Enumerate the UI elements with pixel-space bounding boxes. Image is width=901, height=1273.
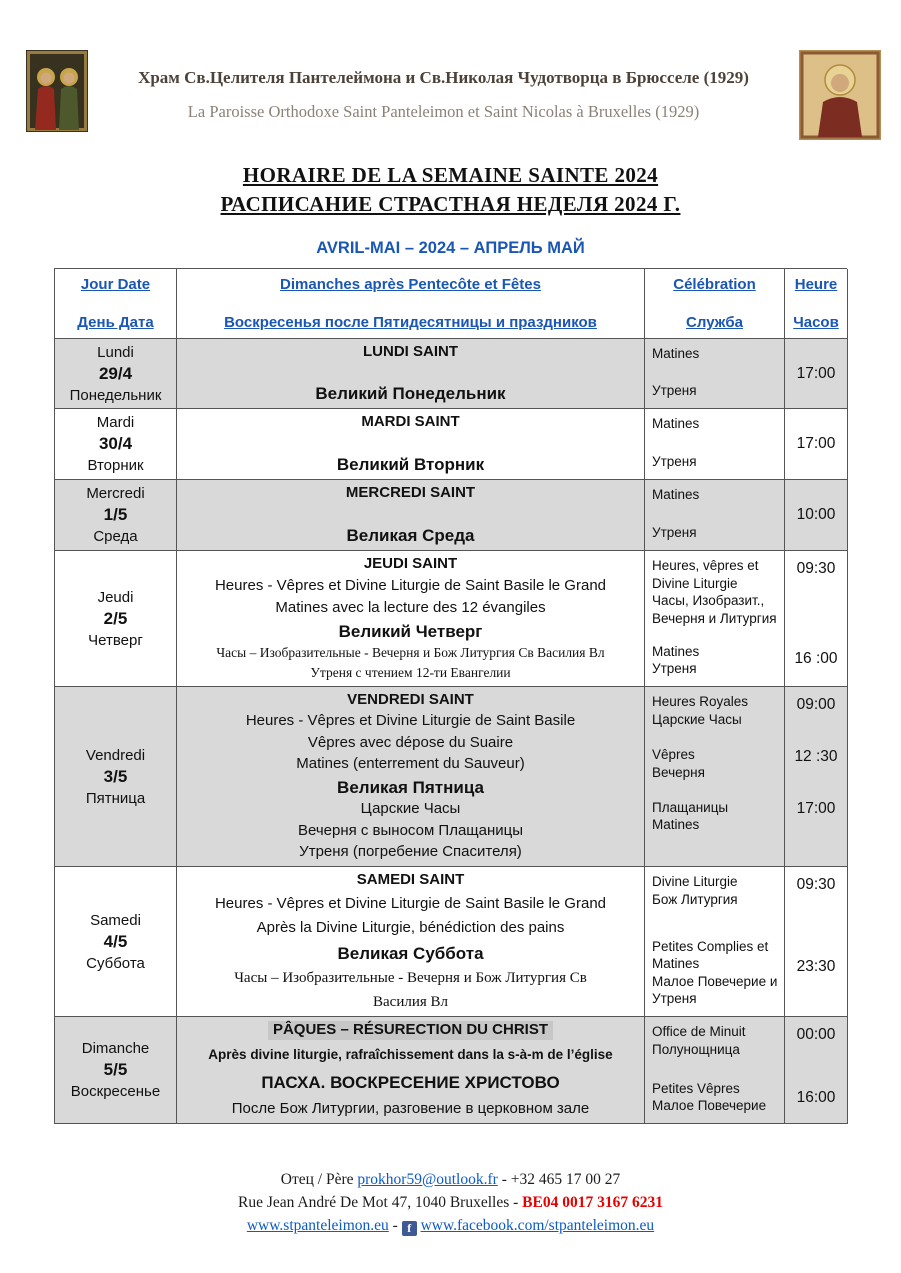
service-line: Heures - Vêpres et Divine Liturgie de Saint Basile le Grand (214, 894, 607, 912)
celebration-group (652, 486, 781, 504)
parish-title-block (88, 50, 799, 122)
time-cell-samedi (785, 867, 848, 1017)
time-value: 17:00 (796, 800, 836, 817)
service-line: Après divine liturgie, rafraîchissement dans la s-à-m de l’église (208, 1047, 613, 1063)
service-line: Часы – Изобразительные - Вечерня и Бож Литургия Св Василия Вл (216, 645, 605, 661)
schedule-row-lundi (55, 339, 847, 409)
time-value: 16 :00 (794, 650, 838, 667)
celebration-mardi (645, 409, 785, 480)
table-header-row (55, 269, 847, 339)
day-date: 1/5 (103, 505, 128, 524)
celebration-line: Matines (652, 416, 700, 431)
celebration-line: Часы, Изобразит., Вечерня и Литургия (652, 593, 777, 626)
parish-name-fr: La Paroisse Orthodoxe Saint Panteleimon et Saint Nicolas à Bruxelles (1929) (187, 102, 700, 121)
service-line: Василия Вл (373, 994, 448, 1011)
day-cell-vendredi (55, 687, 177, 867)
celebration-group (652, 415, 781, 433)
address-line (0, 1191, 901, 1214)
service-description-vendredi (177, 687, 645, 867)
day-name: Dimanche (81, 1040, 150, 1057)
time-value: 17:00 (796, 435, 836, 452)
service-line: JEUDI SAINT (363, 555, 458, 572)
service-description-lundi (177, 339, 645, 409)
celebration-group (652, 643, 781, 678)
priest-label: Отец / Père (280, 1171, 358, 1188)
time-value: 12 :30 (794, 748, 838, 765)
celebration-line: Office de Minuit (652, 1024, 746, 1039)
service-line: Après la Divine Liturgie, bénédiction des pains (256, 918, 565, 936)
service-line: VENDREDI SAINT (347, 691, 474, 708)
title-ru: РАСПИСАНИЕ СТРАСТНАЯ НЕДЕЛЯ 2024 Г. (220, 192, 681, 216)
header-jour-date-fr: Jour Date (80, 276, 151, 293)
celebration-group (652, 693, 781, 728)
celebration-group (652, 453, 781, 471)
celebration-vendredi (645, 687, 785, 867)
celebration-group (652, 524, 781, 542)
celebration-group (652, 799, 781, 834)
time-value: 09:30 (796, 876, 836, 893)
phone-number: - +32 465 17 00 27 (497, 1171, 621, 1188)
time-cell-vendredi (785, 687, 848, 867)
celebration-line: Бож Литургия (652, 891, 738, 907)
celebration-group (652, 382, 781, 400)
celebration-line: Matines (652, 346, 700, 361)
day-date: 30/4 (98, 434, 133, 453)
header-heure-fr: Heure (794, 276, 838, 293)
celebration-dimanche (645, 1017, 785, 1124)
service-line: LUNDI SAINT (363, 343, 458, 360)
celebration-line: Утреня (652, 525, 697, 541)
time-value: 17:00 (796, 364, 836, 382)
day-date: 3/5 (103, 766, 128, 786)
email-link[interactable]: prokhor59@outlook.fr (357, 1171, 498, 1188)
time-value: 23:30 (796, 958, 836, 975)
celebration-group (652, 938, 781, 1008)
celebration-samedi (645, 867, 785, 1017)
day-date: 2/5 (103, 608, 128, 628)
celebration-line: Matines (652, 817, 700, 833)
day-cell-mercredi (55, 480, 177, 551)
time-cell-dimanche (785, 1017, 848, 1124)
time-value: 16:00 (796, 1089, 836, 1106)
header-feasts-fr: Dimanches après Pentecôte et Fêtes (280, 276, 541, 293)
day-name: Понедельник (69, 386, 162, 404)
celebration-line: Heures, vêpres et Divine Liturgie (652, 558, 759, 591)
document-title (0, 161, 901, 219)
service-line: Утреня (погребение Спасителя) (299, 843, 522, 861)
service-line: Heures - Vêpres et Divine Liturgie de Saint Basile (245, 712, 576, 730)
celebration-line: Petites Vêpres (652, 1080, 740, 1096)
celebration-line: Petites Complies et Matines (652, 938, 769, 972)
celebration-line: Matines (652, 643, 700, 659)
service-line: Heures - Vêpres et Divine Liturgie de Saint Basile le Grand (214, 576, 607, 594)
celebration-line: Царские Часы (652, 711, 742, 727)
time-value: 00:00 (796, 1026, 836, 1043)
celebration-group (652, 873, 781, 908)
service-description-jeudi (177, 551, 645, 687)
service-description-samedi (177, 867, 645, 1017)
service-line: После Бож Литургии, разговение в церковном зале (231, 1100, 590, 1118)
time-value: 09:30 (796, 560, 836, 577)
iban-number: BE04 0017 3167 6231 (522, 1194, 663, 1211)
time-cell-mardi (785, 409, 848, 480)
schedule-row-mardi (55, 409, 847, 480)
day-cell-dimanche (55, 1017, 177, 1124)
service-description-dimanche (177, 1017, 645, 1124)
schedule-table (54, 268, 847, 1124)
celebration-group (652, 1023, 781, 1058)
footer (0, 1168, 901, 1237)
saint-panteleimon-icon (799, 50, 881, 145)
day-cell-lundi (55, 339, 177, 409)
time-cell-mercredi (785, 480, 848, 551)
day-date: 29/4 (98, 363, 133, 383)
day-name: Vendredi (85, 746, 146, 764)
celebration-line: Утреня (652, 661, 697, 677)
day-date: 5/5 (103, 1060, 128, 1079)
header-feasts (177, 269, 645, 339)
service-line: Matines avec la lecture des 12 évangiles (275, 598, 546, 616)
day-name: Samedi (90, 911, 141, 929)
header-jour-date-ru: День Дата (77, 314, 154, 331)
celebration-line: Divine Liturgie (652, 874, 738, 889)
service-line: Великая Суббота (337, 943, 484, 963)
time-cell-jeudi (785, 551, 848, 687)
service-line: Утреня с чтением 12-ти Евангелии (310, 665, 511, 681)
service-line: SAMEDI SAINT (356, 871, 465, 888)
celebration-line: Matines (652, 487, 700, 502)
service-line: MARDI SAINT (361, 413, 460, 430)
header-feasts-ru: Воскресенья после Пятидесятницы и праздников (224, 314, 597, 331)
day-name: Jeudi (97, 588, 134, 606)
day-name: Суббота (86, 954, 145, 972)
service-line: Вечерня с выносом Плащаницы (297, 821, 524, 839)
celebration-group (652, 746, 781, 781)
schedule-row-jeudi (55, 551, 847, 687)
service-line: Часы – Изобразительные - Вечерня и Бож Литургия Св (234, 970, 587, 987)
facebook-icon[interactable] (402, 1221, 417, 1236)
time-value: 09:00 (796, 696, 836, 713)
service-line: Великий Понедельник (315, 383, 506, 403)
celebration-line: Плащаницы (652, 799, 729, 815)
schedule-row-vendredi (55, 687, 847, 867)
day-name: Lundi (97, 343, 134, 361)
links-line (0, 1214, 901, 1237)
header-heure (785, 269, 848, 339)
header-celebration-ru: Служба (686, 314, 743, 331)
celebration-line: Малое Повечерие (652, 1098, 767, 1114)
service-line: Великая Пятница (337, 777, 484, 797)
celebration-group (652, 1080, 781, 1115)
month-subtitle: AVRIL-MAI – 2024 – АПРЕЛЬ МАЙ (316, 239, 585, 257)
celebration-line: Полунощница (652, 1041, 740, 1057)
celebration-mercredi (645, 480, 785, 551)
service-line: Великий Четверг (338, 621, 483, 641)
schedule-row-dimanche (55, 1017, 847, 1124)
celebration-line: Утреня (652, 383, 697, 399)
header-heure-ru: Часов (793, 314, 839, 331)
service-line: Vêpres avec dépose du Suaire (307, 733, 514, 751)
website-link[interactable]: www.stpanteleimon.eu (246, 1217, 389, 1234)
day-name: Среда (93, 528, 138, 545)
day-cell-samedi (55, 867, 177, 1017)
celebration-line: Вечерня (652, 764, 705, 780)
service-line: Царские Часы (360, 800, 461, 818)
service-line: ПАСХА. ВОСКРЕСЕНИЕ ХРИСТОВО (261, 1072, 560, 1092)
day-name: Воскресенье (70, 1083, 161, 1100)
day-name: Mardi (96, 414, 135, 431)
service-line: Великий Вторник (336, 454, 485, 474)
day-name: Пятница (85, 789, 146, 807)
celebration-line: Малое Повечерие и Утреня (652, 973, 778, 1007)
day-cell-jeudi (55, 551, 177, 687)
address-text: Rue Jean André De Mot 47, 1040 Bruxelles - (238, 1194, 523, 1211)
header-celebration-fr: Célébration (673, 276, 756, 293)
day-name: Вторник (87, 457, 144, 474)
service-line: Великая Среда (346, 525, 475, 545)
link-separator: - (388, 1217, 402, 1234)
parish-header (0, 0, 901, 145)
time-value: 10:00 (796, 506, 836, 523)
service-description-mercredi (177, 480, 645, 551)
celebration-group (652, 557, 781, 627)
two-saints-icon (26, 50, 88, 137)
celebration-line: Vêpres (652, 746, 695, 762)
service-line: PÂQUES – RÉSURECTION DU CHRIST (268, 1021, 553, 1040)
table-body (55, 339, 847, 1124)
celebration-lundi (645, 339, 785, 409)
header-jour-date (55, 269, 177, 339)
service-line: Matines (enterrement du Sauveur) (296, 755, 525, 773)
day-name: Четверг (88, 631, 143, 649)
schedule-row-mercredi (55, 480, 847, 551)
day-date: 4/5 (103, 931, 128, 951)
header-celebration (645, 269, 785, 339)
contact-line (0, 1168, 901, 1191)
time-cell-lundi (785, 339, 848, 409)
parish-name-ru: Храм Св.Целителя Пантелеймона и Св.Николая Чудотворца в Брюсселе (1929) (138, 68, 749, 87)
day-name: Mercredi (86, 485, 145, 502)
facebook-link[interactable]: www.facebook.com/stpanteleimon.eu (420, 1217, 655, 1234)
day-cell-mardi (55, 409, 177, 480)
schedule-row-samedi (55, 867, 847, 1017)
celebration-jeudi (645, 551, 785, 687)
title-fr: HORAIRE DE LA SEMAINE SAINTE 2024 (242, 163, 659, 187)
service-description-mardi (177, 409, 645, 480)
celebration-line: Утреня (652, 454, 697, 470)
celebration-line: Heures Royales (652, 694, 749, 709)
service-line: MERCREDI SAINT (345, 484, 476, 501)
celebration-group (652, 345, 781, 363)
